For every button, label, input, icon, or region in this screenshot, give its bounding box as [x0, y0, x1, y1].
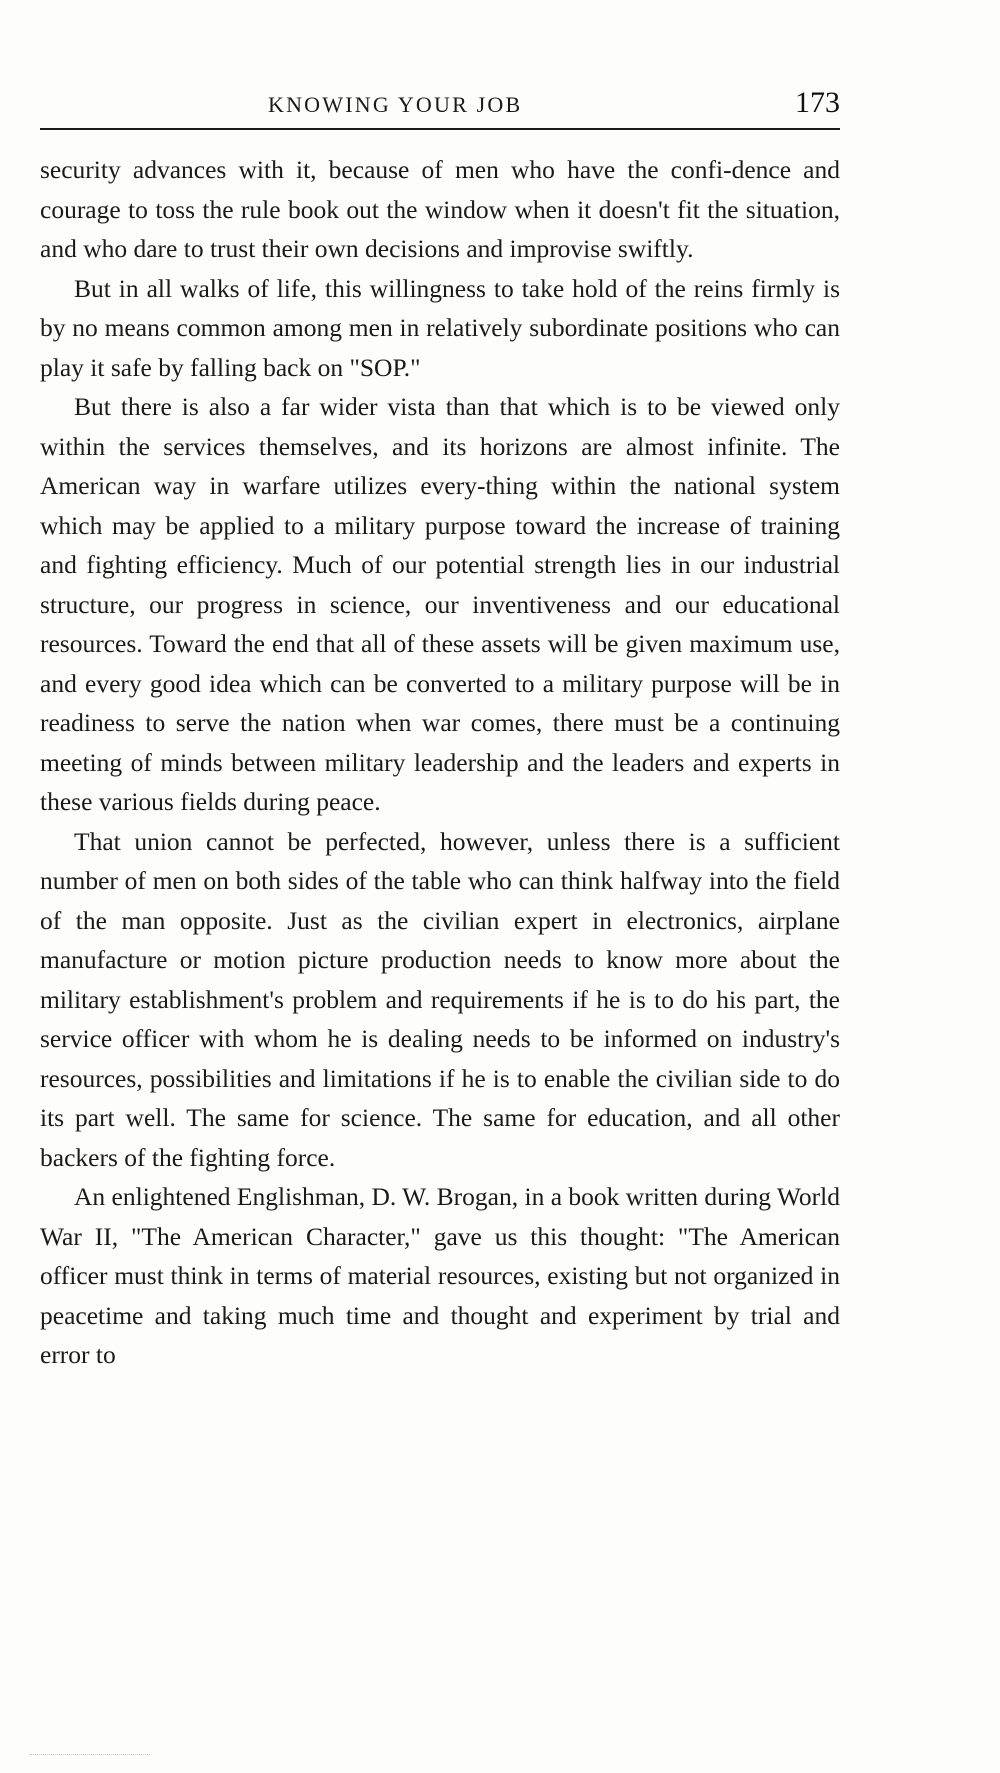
page-number: 173: [795, 86, 840, 119]
paragraph: But there is also a far wider vista than that which is to be viewed only within the services themselves, and its horizons are almost infinite. The American way in warfare utilizes every-thing within the national system which may be applied to a military purpose toward the increase of training and fighting efficiency. Much of our potential strength lies in our industrial structure, our progress in science, our inventiveness and our educational resources. Toward the end that all of these assets will be given maximum use, and every good idea which can be converted to a military purpose will be in readiness to serve the nation when war comes, there must be a continuing meeting of minds between military leadership and the leaders and experts in these various fields during peace.: [40, 392, 840, 816]
paragraph: An enlightened Englishman, D. W. Brogan, in a book written during World War II, "The American Character," gave us this thought: "The American officer must think in terms of material resources, existing but not organized in peacetime and taking much time and thought and experiment by trial and error to: [40, 1182, 840, 1369]
running-head: [40, 86, 840, 126]
page-edge-mark: [30, 1754, 150, 1755]
paragraph: That union cannot be perfected, however, unless there is a sufficient number of men on both sides of the table who can think halfway into the field of the man opposite. Just as the civilian expert in electronics, airplane manufacture or motion picture production needs to know more about the military establishment's problem and requirements if he is to do his part, the service officer with whom he is dealing needs to be informed on industry's resources, possibilities and limitations if he is to enable the civilian side to do its part well. The same for science. The same for education, and all other backers of the fighting force.: [40, 826, 840, 1172]
header-rule: [40, 128, 840, 130]
paragraph: But in all walks of life, this willingness to take hold of the reins firmly is by no means common among men in relatively subordinate positions who can play it safe by falling back on "SOP.": [40, 273, 840, 382]
paragraph: security advances with it, because of men who have the confi-dence and courage to toss the rule book out the window when it doesn't fit the situation, and who dare to trust their own decisions and improvise swiftly.: [40, 155, 840, 263]
running-head-title: KNOWING YOUR JOB: [268, 92, 523, 117]
body-text: [40, 150, 840, 1375]
page-content: [40, 86, 840, 1375]
